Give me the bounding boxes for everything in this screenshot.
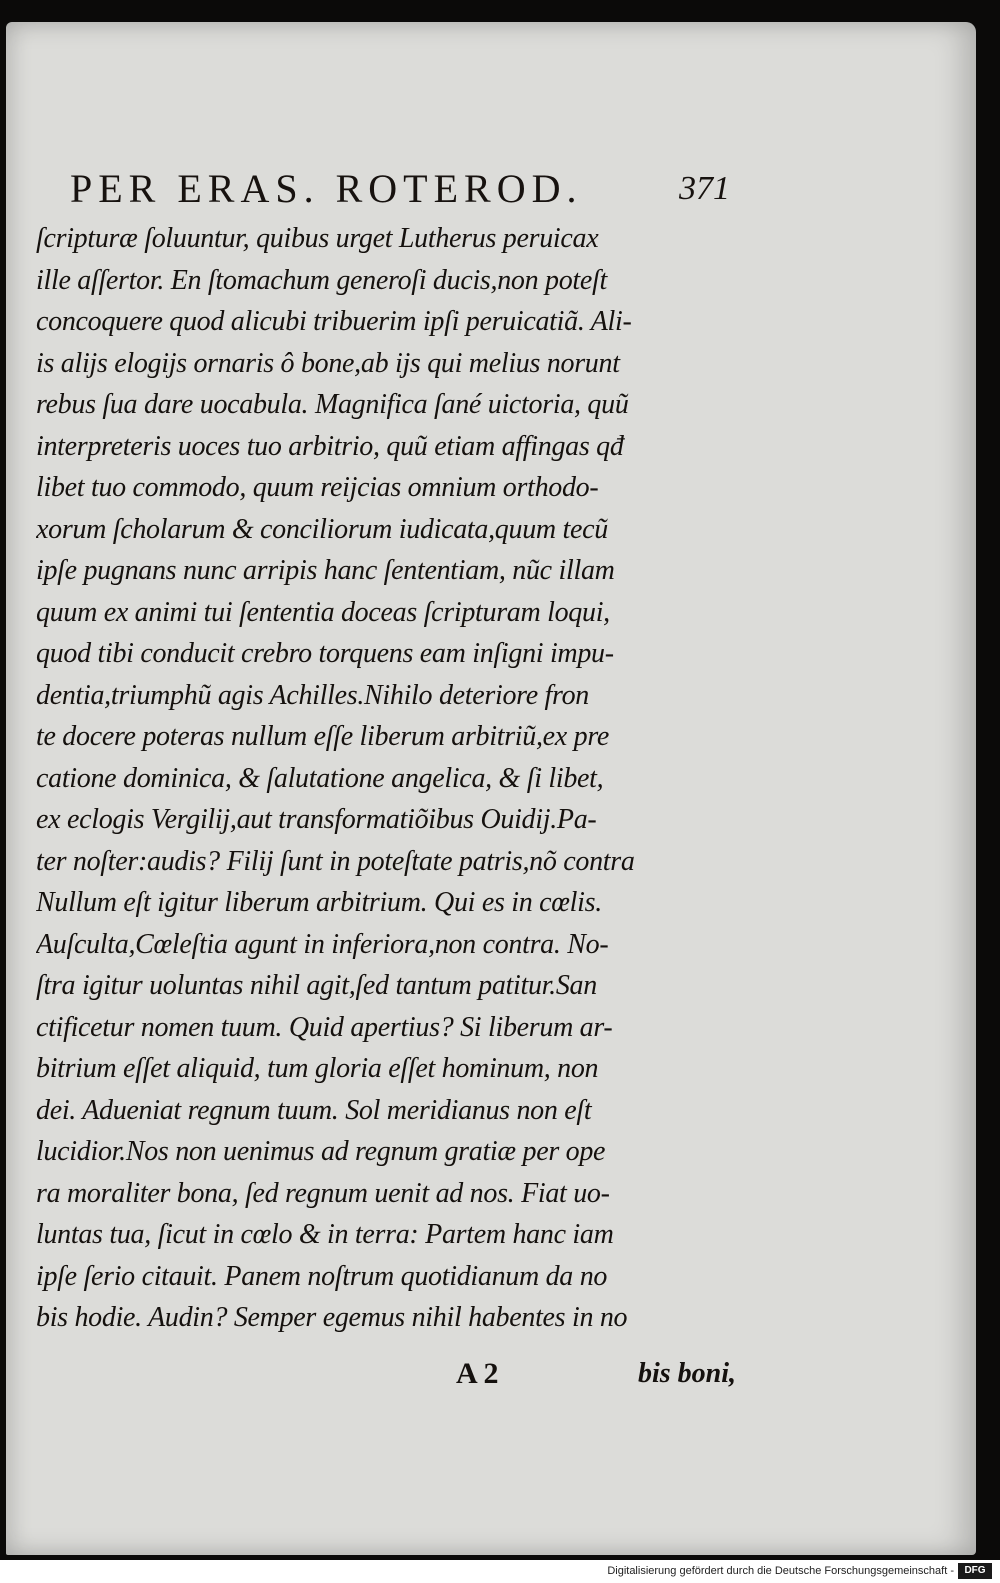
text-line: catione dominica, & ſalutatione angelica, & ſi libet, [36,762,604,794]
text-line: ſtra igitur uoluntas nihil agit,ſed tantum patitur.San [36,970,597,1001]
text-line: dei. Adueniat regnum tuum. Sol meridianus non eſt [36,1094,592,1126]
text-line: concoquere quod alicubi tribuerim ipſi peruicatiã. Ali- [36,306,632,337]
text-line: lucidior.Nos non uenimus ad regnum gratiæ per ope [36,1136,606,1167]
attribution-bar [0,1560,1000,1583]
text-line: rebus ſua dare uocabula. Magnifica ſané uictoria, quũ [36,389,629,420]
text-line: bis hodie. Audin? Semper egemus nihil habentes in no [36,1302,628,1333]
text-line: xorum ſcholarum & conciliorum iudicata,quum tecũ [36,513,608,545]
text-line: is alijs elogijs ornaris ô bone,ab ijs qui melius norunt [36,347,620,379]
attribution-text: Digitalisierung gefördert durch die Deutsche Forschungsgemeinschaft - [607,1565,954,1577]
page-number: 371 [679,170,730,207]
catchword: bis boni, [637,1358,736,1389]
text-line: ex eclogis Vergilij,aut transformatiõibus Ouidij.Pa- [36,804,597,835]
page-footer-line [36,1354,736,1394]
text-line: dentia,triumphũ agis Achilles.Nihilo deteriore fron [36,679,589,711]
page-header [70,164,730,214]
signature-mark: A 2 [456,1357,499,1390]
text-line: quod tibi conducit crebro torquens eam inſigni impu- [36,638,614,669]
text-line: libet tuo commodo, quum reijcias omnium orthodo- [36,472,599,503]
text-line: ra moraliter bona, ſed regnum uenit ad nos. Fiat uo- [36,1177,610,1209]
text-line: ipſe pugnans nunc arripis hanc ſententiam, nũc illam [36,555,615,586]
text-line: Auſculta,Cœleſtia agunt in inferiora,non contra. No- [36,928,609,960]
text-line: ter noſter:audis? Filij ſunt in poteſtate patris,nõ contra [36,845,635,877]
text-line: quum ex animi tui ſententia doceas ſcripturam loqui, [36,596,610,628]
text-line: ſcripturæ ſoluuntur, quibus urget Lutherus peruicax [36,223,599,254]
text-line: luntas tua, ſicut in cœlo & in terra: Partem hanc iam [36,1219,614,1250]
running-head: PER ERAS. ROTEROD. [70,166,583,211]
text-line: ipſe ſerio citauit. Panem noſtrum quotidianum da no [36,1260,608,1292]
text-line: ille aſſertor. En ſtomachum generoſi ducis,non poteſt [36,264,607,296]
text-line: Nullum eſt igitur liberum arbitrium. Qui es in cœlis. [36,887,602,918]
body-text [36,218,736,1339]
text-line: interpreteris uoces tuo arbitrio, quũ etiam affingas qđ [36,430,624,462]
text-line: ctificetur nomen tuum. Quid apertius? Si liberum ar- [36,1011,613,1043]
text-line: te docere poteras nullum eſſe liberum arbitriũ,ex pre [36,721,610,752]
text-line: bitrium eſſet aliquid, tum gloria eſſet hominum, non [36,1053,599,1084]
book-page [6,22,976,1555]
dfg-logo-icon: DFG [958,1563,992,1579]
